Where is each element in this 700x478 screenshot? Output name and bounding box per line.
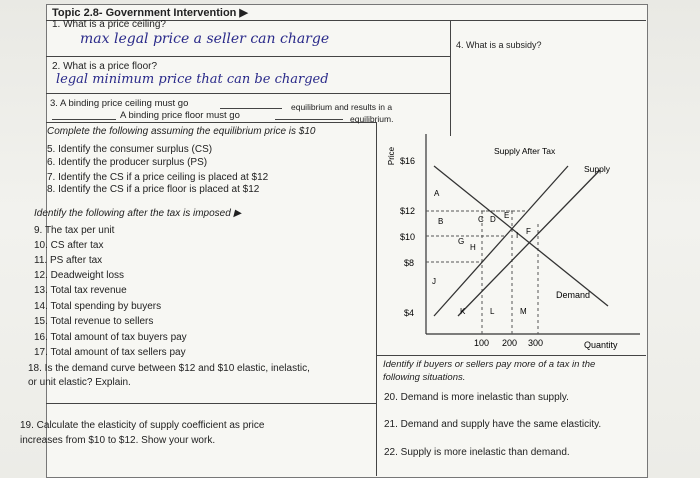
- question-1: 1. What is a price ceiling?: [52, 19, 166, 30]
- question-19b: increases from $10 to $12. Show your work.: [20, 435, 216, 446]
- region-e: E: [504, 211, 510, 220]
- question-8: 8. Identify the CS if a price floor is placed at $12: [47, 184, 260, 195]
- question-14: 14. Total spending by buyers: [34, 301, 162, 312]
- region-h: H: [470, 243, 476, 252]
- column-divider-main: [376, 122, 377, 476]
- region-g: G: [458, 237, 465, 246]
- demand-label: Demand: [556, 290, 591, 300]
- row-divider-bottom-right: [376, 355, 646, 356]
- question-18a: 18. Is the demand curve between $12 and $10 elastic, inelastic,: [28, 363, 310, 374]
- region-f: F: [526, 227, 531, 236]
- region-a: A: [434, 189, 440, 198]
- question-21: 21. Demand and supply have the same elasticity.: [384, 419, 602, 430]
- y-tick-12: $12: [400, 206, 416, 216]
- blank-3c: [275, 119, 343, 120]
- region-k: K: [460, 307, 466, 316]
- x-tick-100: 100: [474, 338, 490, 348]
- question-9: 9. The tax per unit: [34, 225, 115, 236]
- answer-1: max legal price a seller can charge: [80, 31, 330, 47]
- supply-demand-graph: [378, 126, 646, 354]
- question-11: 11. PS after tax: [34, 255, 103, 266]
- question-7: 7. Identify the CS if a price ceiling is placed at $12: [47, 172, 269, 183]
- x-tick-300: 300: [528, 338, 544, 348]
- question-4: 4. What is a subsidy?: [456, 40, 542, 50]
- blank-3b: [52, 119, 116, 120]
- question-3b: equilibrium and results in a: [291, 102, 393, 112]
- question-6: 6. Identify the producer surplus (PS): [47, 157, 208, 168]
- blank-3a: [220, 108, 282, 109]
- row-divider-2: [46, 93, 450, 94]
- question-20: 20. Demand is more inelastic than supply.: [384, 392, 569, 403]
- region-j: J: [432, 277, 436, 286]
- question-16: 16. Total amount of tax buyers pay: [34, 332, 187, 343]
- topic-title: Topic 2.8- Government Intervention ▶: [52, 7, 248, 19]
- x-tick-200: 200: [502, 338, 518, 348]
- question-13: 13. Total tax revenue: [34, 285, 127, 296]
- question-5: 5. Identify the consumer surplus (CS): [47, 144, 213, 155]
- region-l: L: [490, 307, 495, 316]
- region-c: C: [478, 215, 484, 224]
- instructions-tax: Identify the following after the tax is imposed ▶: [34, 208, 242, 219]
- supply-after-tax-curve: [434, 166, 568, 316]
- question-17: 17. Total amount of tax sellers pay: [34, 347, 186, 358]
- question-3c: A binding price floor must go: [120, 110, 240, 121]
- question-3d: equilibrium.: [350, 114, 394, 124]
- row-divider-bottom-left: [46, 403, 376, 404]
- y-tick-16: $16: [400, 156, 416, 166]
- question-15: 15. Total revenue to sellers: [34, 316, 154, 327]
- question-2: 2. What is a price floor?: [52, 61, 158, 72]
- y-tick-10: $10: [400, 232, 416, 242]
- instructions-tax-burden-1: Identify if buyers or sellers pay more of a tax in the: [383, 359, 596, 370]
- y-tick-8: $8: [404, 258, 415, 268]
- y-axis-label: Price: [387, 146, 396, 166]
- question-10: 10. CS after tax: [34, 240, 104, 251]
- supply-after-tax-label: Supply After Tax: [494, 146, 556, 156]
- row-divider-1: [46, 56, 450, 57]
- region-i: I: [516, 231, 519, 240]
- y-tick-4: $4: [404, 308, 415, 318]
- demand-curve: [434, 166, 608, 306]
- question-22: 22. Supply is more inelastic than demand.: [384, 447, 570, 458]
- instructions-tax-burden-2: following situations.: [383, 372, 466, 383]
- row-divider-3: [46, 122, 376, 123]
- question-18b: or unit elastic? Explain.: [28, 377, 131, 388]
- x-axis-label: Quantity: [584, 340, 618, 350]
- question-19a: 19. Calculate the elasticity of supply coefficient as price: [20, 420, 265, 431]
- column-divider-top: [450, 20, 451, 136]
- region-d: D: [490, 215, 496, 224]
- question-3a: 3. A binding price ceiling must go: [50, 98, 189, 109]
- answer-2: legal minimum price that can be charged: [56, 72, 329, 87]
- instructions-equilibrium: Complete the following assuming the equilibrium price is $10: [47, 126, 316, 137]
- region-m: M: [520, 307, 527, 316]
- supply-label: Supply: [584, 164, 610, 174]
- question-12: 12. Deadweight loss: [34, 270, 125, 281]
- region-b: B: [438, 217, 444, 226]
